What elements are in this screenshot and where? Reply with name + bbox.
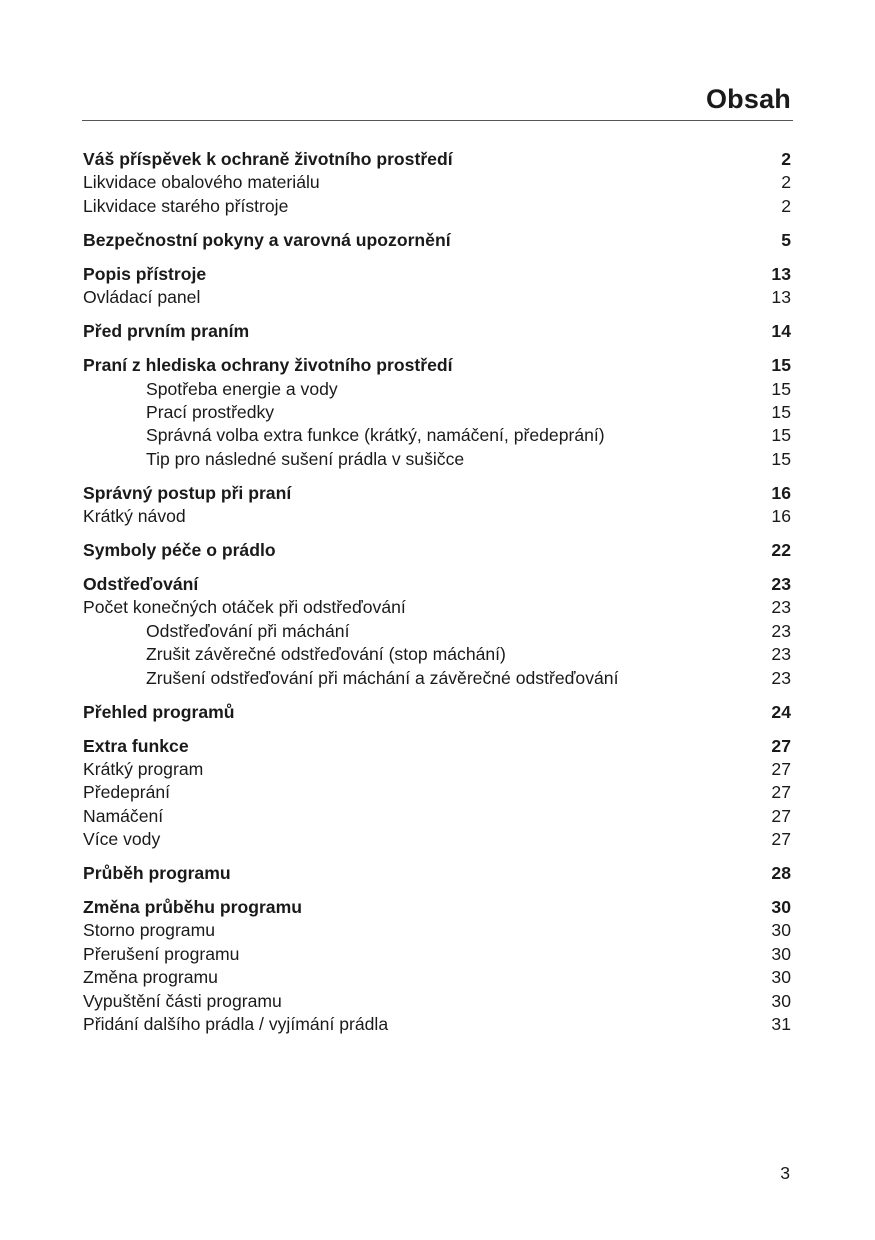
toc-entry[interactable] bbox=[83, 1013, 791, 1036]
toc-entry-page: 15 bbox=[771, 425, 791, 446]
toc-entry-page: 24 bbox=[771, 701, 791, 722]
toc-entry[interactable] bbox=[83, 354, 791, 377]
toc-entry[interactable] bbox=[83, 896, 791, 919]
toc-entry-title: Spotřeba energie a vody bbox=[146, 378, 338, 399]
toc-entry-title: Popis přístroje bbox=[83, 263, 207, 284]
toc-entry[interactable] bbox=[83, 539, 791, 562]
table-of-contents bbox=[83, 148, 791, 1036]
toc-entry-title: Storno programu bbox=[83, 920, 216, 941]
toc-entry-page: 27 bbox=[771, 782, 791, 803]
toc-entry-page: 16 bbox=[771, 506, 791, 527]
toc-entry-title: Přidání dalšího prádla / vyjímání prádla bbox=[83, 1014, 389, 1035]
toc-entry[interactable] bbox=[83, 286, 791, 309]
toc-entry-title: Ovládací panel bbox=[83, 287, 201, 308]
toc-entry[interactable] bbox=[83, 378, 791, 401]
toc-entry[interactable] bbox=[83, 990, 791, 1013]
toc-entry[interactable] bbox=[83, 643, 791, 666]
page-number: 3 bbox=[780, 1163, 790, 1183]
toc-entry-page: 31 bbox=[771, 1014, 791, 1035]
toc-entry[interactable] bbox=[83, 596, 791, 619]
toc-entry-page: 13 bbox=[771, 263, 791, 284]
toc-entry-title: Změna programu bbox=[83, 967, 218, 988]
toc-entry-page: 22 bbox=[771, 540, 791, 561]
toc-entry-page: 30 bbox=[771, 967, 791, 988]
toc-entry[interactable] bbox=[83, 482, 791, 505]
toc-entry-title: Odstřeďování bbox=[83, 574, 199, 595]
toc-entry-title: Váš příspěvek k ochraně životního prostředí bbox=[83, 149, 453, 169]
toc-entry-title: Správná volba extra funkce (krátký, namáčení, předeprání) bbox=[146, 425, 605, 446]
toc-entry[interactable] bbox=[83, 943, 791, 966]
toc-entry-title: Přerušení programu bbox=[83, 943, 240, 964]
toc-entry-page: 23 bbox=[771, 644, 791, 665]
toc-entry-page: 30 bbox=[771, 990, 791, 1011]
toc-entry-title: Odstřeďování při máchání bbox=[146, 620, 350, 641]
toc-entry-title: Prací prostředky bbox=[146, 401, 275, 422]
toc-entry[interactable] bbox=[83, 966, 791, 989]
toc-entry[interactable] bbox=[83, 781, 791, 804]
toc-entry[interactable] bbox=[83, 320, 791, 343]
toc-entry-page: 27 bbox=[771, 735, 791, 756]
toc-entry[interactable] bbox=[83, 448, 791, 471]
toc-entry-page: 15 bbox=[771, 448, 791, 469]
toc-entry[interactable] bbox=[83, 667, 791, 690]
toc-entry-title: Změna průběhu programu bbox=[83, 897, 302, 918]
toc-entry-title: Více vody bbox=[83, 829, 161, 850]
toc-entry-title: Likvidace starého přístroje bbox=[83, 195, 289, 216]
toc-entry-page: 15 bbox=[771, 378, 791, 399]
toc-entry-title: Průběh programu bbox=[83, 863, 231, 884]
toc-entry-page: 14 bbox=[771, 321, 791, 342]
toc-entry-page: 16 bbox=[771, 482, 791, 503]
toc-entry[interactable] bbox=[83, 573, 791, 596]
toc-entry-title: Před prvním praním bbox=[83, 321, 250, 342]
toc-entry-page: 30 bbox=[771, 897, 791, 918]
toc-entry-page: 23 bbox=[771, 574, 791, 595]
toc-entry-title: Počet konečných otáček při odstřeďování bbox=[83, 597, 406, 618]
toc-entry-page: 13 bbox=[771, 287, 791, 308]
toc-entry-title: Přehled programů bbox=[83, 701, 235, 722]
toc-entry[interactable] bbox=[83, 862, 791, 885]
toc-entry-title: Zrušit závěrečné odstřeďování (stop máchání) bbox=[146, 644, 506, 665]
toc-entry-title: Namáčení bbox=[83, 805, 164, 826]
toc-entry-page: 27 bbox=[771, 805, 791, 826]
toc-entry-title: Praní z hlediska ochrany životního prostředí bbox=[83, 355, 453, 376]
toc-entry-page: 2 bbox=[781, 172, 791, 193]
toc-entry-title: Zrušení odstřeďování při máchání a závěrečné odstřeďování bbox=[146, 667, 619, 688]
toc-entry-page: 23 bbox=[771, 667, 791, 688]
toc-entry-title: Bezpečnostní pokyny a varovná upozornění bbox=[83, 229, 451, 250]
toc-entry-title: Likvidace obalového materiálu bbox=[83, 172, 320, 193]
toc-entry-title: Předeprání bbox=[83, 782, 171, 803]
toc-entry-page: 30 bbox=[771, 943, 791, 964]
toc-entry-title: Správný postup při praní bbox=[83, 482, 292, 503]
toc-entry[interactable] bbox=[83, 148, 791, 171]
toc-entry[interactable] bbox=[83, 263, 791, 286]
toc-entry[interactable] bbox=[83, 758, 791, 781]
toc-entry[interactable] bbox=[83, 735, 791, 758]
toc-entry[interactable] bbox=[83, 919, 791, 942]
toc-entry-title: Krátký program bbox=[83, 758, 204, 779]
title-divider bbox=[82, 120, 793, 121]
toc-entry[interactable] bbox=[83, 828, 791, 851]
toc-entry[interactable] bbox=[83, 701, 791, 724]
toc-entry-page: 27 bbox=[771, 758, 791, 779]
toc-entry-page: 15 bbox=[771, 355, 791, 376]
toc-entry[interactable] bbox=[83, 505, 791, 528]
toc-entry[interactable] bbox=[83, 805, 791, 828]
toc-entry[interactable] bbox=[83, 195, 791, 218]
toc-entry-page: 30 bbox=[771, 920, 791, 941]
toc-entry[interactable] bbox=[83, 620, 791, 643]
toc-entry[interactable] bbox=[83, 229, 791, 252]
page-title: Obsah bbox=[705, 84, 791, 114]
toc-entry-title: Krátký návod bbox=[83, 506, 186, 527]
toc-entry[interactable] bbox=[83, 424, 791, 447]
toc-entry-page: 23 bbox=[771, 620, 791, 641]
toc-entry-page: 23 bbox=[771, 597, 791, 618]
toc-entry-title: Tip pro následné sušení prádla v sušičce bbox=[146, 448, 465, 469]
toc-entry[interactable] bbox=[83, 401, 791, 424]
toc-entry-page: 27 bbox=[771, 829, 791, 850]
toc-entry-page: 2 bbox=[781, 195, 791, 216]
toc-entry-page: 15 bbox=[771, 401, 791, 422]
toc-entry-page: 2 bbox=[781, 149, 791, 169]
toc-entry-page: 28 bbox=[771, 863, 791, 884]
toc-entry[interactable] bbox=[83, 171, 791, 194]
toc-entry-title: Vypuštění části programu bbox=[83, 990, 282, 1011]
toc-entry-page: 5 bbox=[781, 229, 791, 250]
toc-entry-title: Extra funkce bbox=[83, 735, 189, 756]
toc-entry-title: Symboly péče o prádlo bbox=[83, 540, 276, 561]
